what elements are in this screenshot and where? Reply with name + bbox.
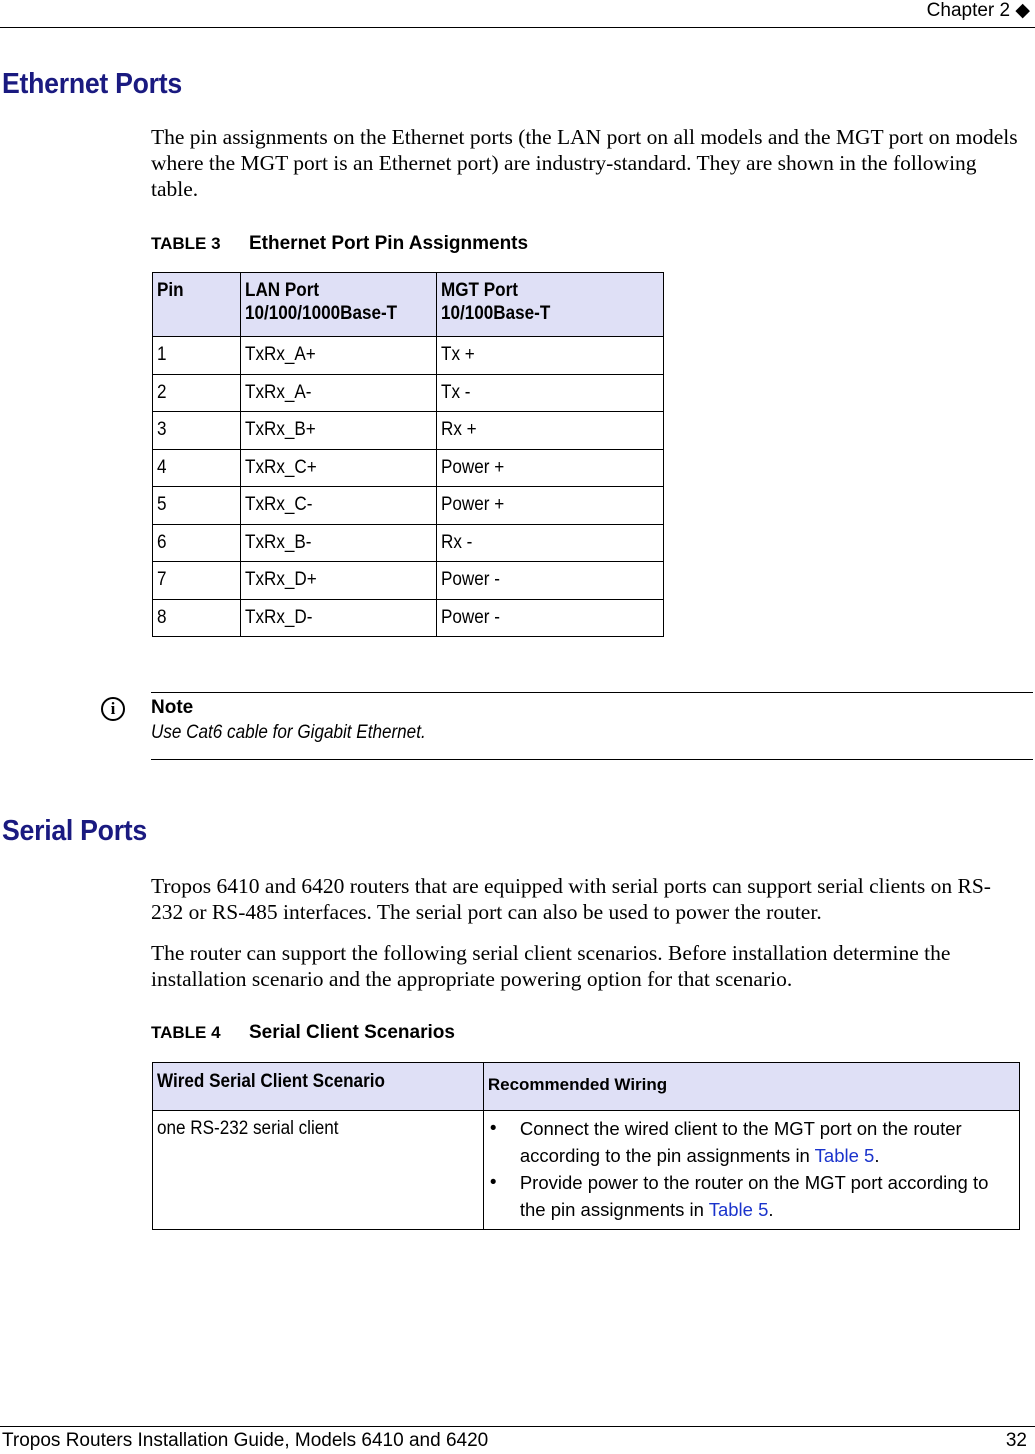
mgt-cell: Power + — [436, 449, 663, 487]
bullet-item — [488, 1115, 1015, 1169]
table5-link[interactable]: Table 5 — [708, 1199, 769, 1220]
lan-cell: TxRx_A+ — [240, 337, 436, 375]
table4-title: Serial Client Scenarios — [249, 1022, 455, 1043]
table-header-row — [153, 1063, 1020, 1111]
table3-label: TABLE 3 — [151, 234, 221, 253]
table3-caption — [151, 233, 528, 255]
table-row — [153, 374, 664, 412]
serial-scenarios-table — [152, 1062, 1020, 1230]
note-top-rule — [151, 692, 1033, 693]
serial-heading: Serial Ports — [2, 815, 147, 847]
table-row — [153, 487, 664, 525]
bullet-glyph: • — [489, 1172, 497, 1193]
pin-cell: 3 — [153, 412, 241, 450]
serial-para1: Tropos 6410 and 6420 routers that are equipped with serial ports can support serial clients on RS-232 or RS-485 interfaces. The serial port can also be used to power the router. — [151, 874, 991, 924]
mgt-cell: Power + — [436, 487, 663, 525]
pin-cell: 7 — [153, 562, 241, 600]
lan-cell: TxRx_A- — [240, 374, 436, 412]
pin-cell: 8 — [153, 599, 241, 637]
table4-caption — [151, 1022, 455, 1044]
table-row — [153, 524, 664, 562]
bullet-glyph: • — [489, 1118, 497, 1139]
col-scenario: Wired Serial Client Scenario — [153, 1063, 484, 1111]
lan-cell: TxRx_C- — [240, 487, 436, 525]
chapter-header: Chapter 2 ◆ — [926, 0, 1030, 21]
note-body: Use Cat6 cable for Gigabit Ethernet. — [151, 722, 426, 743]
note-bottom-rule — [151, 759, 1033, 760]
mgt-cell: Tx + — [436, 337, 663, 375]
bullet-item — [488, 1169, 1015, 1223]
bullet-text: Connect the wired client to the MGT port on the router according to the pin assignments in Table 5. — [519, 1118, 962, 1166]
lan-cell: TxRx_B- — [240, 524, 436, 562]
table3-title: Ethernet Port Pin Assignments — [249, 233, 529, 254]
col-pin: Pin — [153, 273, 241, 337]
ethernet-intro: The pin assignments on the Ethernet ports (the LAN port on all models and the MGT port on models where the MGT port is an Ethernet port) are industry-standard. They are shown in the following table. — [151, 125, 1018, 201]
table-row — [153, 412, 664, 450]
page-number: 32 — [1005, 1430, 1027, 1451]
serial-para2: The router can support the following serial client scenarios. Before installation determine the installation scenario and the appropriate powering option for that scenario. — [151, 941, 951, 991]
wiring-cell — [483, 1111, 1019, 1230]
table-header-row — [153, 273, 664, 337]
mgt-cell: Tx - — [436, 374, 663, 412]
lan-cell: TxRx_B+ — [240, 412, 436, 450]
header-rule — [0, 27, 1035, 28]
pin-cell: 1 — [153, 337, 241, 375]
table4-label: TABLE 4 — [151, 1023, 221, 1042]
table5-link[interactable]: Table 5 — [814, 1145, 875, 1166]
table-row — [153, 562, 664, 600]
col-mgt-port: MGT Port 10/100Base-T — [436, 273, 663, 337]
table-row — [153, 337, 664, 375]
mgt-cell: Rx - — [436, 524, 663, 562]
table-row — [153, 599, 664, 637]
mgt-cell: Power - — [436, 599, 663, 637]
table-row — [153, 449, 664, 487]
bullet-text: Provide power to the router on the MGT port according to the pin assignments in Table 5. — [519, 1172, 989, 1220]
footer-rule — [0, 1426, 1035, 1427]
note-title: Note — [151, 697, 194, 718]
pin-cell: 6 — [153, 524, 241, 562]
pin-cell: 2 — [153, 374, 241, 412]
mgt-cell: Rx + — [436, 412, 663, 450]
mgt-cell: Power - — [436, 562, 663, 600]
table-row — [153, 1111, 1020, 1230]
scenario-cell: one RS-232 serial client — [153, 1111, 484, 1230]
ethernet-pin-table — [152, 272, 664, 637]
lan-cell: TxRx_D+ — [240, 562, 436, 600]
lan-cell: TxRx_C+ — [240, 449, 436, 487]
col-lan-port: LAN Port 10/100/1000Base-T — [240, 273, 436, 337]
info-icon: i — [101, 697, 125, 721]
footer-title: Tropos Routers Installation Guide, Models 6410 and 6420 — [2, 1430, 489, 1451]
lan-cell: TxRx_D- — [240, 599, 436, 637]
pin-cell: 5 — [153, 487, 241, 525]
ethernet-heading: Ethernet Ports — [2, 68, 182, 100]
pin-cell: 4 — [153, 449, 241, 487]
col-wiring: Recommended Wiring — [483, 1063, 1019, 1111]
